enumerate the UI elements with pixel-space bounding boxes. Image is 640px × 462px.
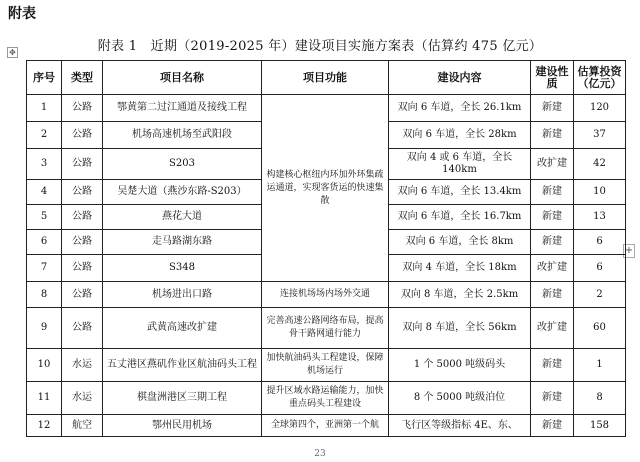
cell-name: 机场进出口路	[103, 282, 262, 308]
table-row	[27, 95, 626, 122]
header-row	[27, 61, 626, 95]
cell-type: 公路	[62, 282, 103, 308]
cell-name: 吴楚大道（燕沙东路-S203）	[103, 180, 262, 205]
cell-nature: 新建	[531, 382, 574, 415]
cell-type: 水运	[62, 382, 103, 415]
cell-nature: 改扩建	[531, 308, 574, 349]
cell-seq: 3	[27, 149, 62, 180]
cell-name: 鄂黄第二过江通道及接线工程	[103, 95, 262, 122]
cell-name: 五丈港区燕矶作业区航油码头工程	[103, 349, 262, 382]
cell-content: 双向 6 车道，全长 16.7km	[389, 205, 531, 230]
cell-content: 双向 6 车道，全长 13.4km	[389, 180, 531, 205]
cell-investment: 2	[574, 282, 626, 308]
cell-name: 棋盘洲港区三期工程	[103, 382, 262, 415]
cell-seq: 5	[27, 205, 62, 230]
cell-content: 8 个 5000 吨级泊位	[389, 382, 531, 415]
cell-nature: 新建	[531, 95, 574, 122]
cell-function: 全球第四个，亚洲第一个航	[262, 415, 389, 437]
cell-nature: 新建	[531, 205, 574, 230]
cell-content: 双向 6 车道，全长 26.1km	[389, 95, 531, 122]
cell-investment: 10	[574, 180, 626, 205]
cell-type: 公路	[62, 205, 103, 230]
cell-nature: 新建	[531, 180, 574, 205]
cell-seq: 6	[27, 230, 62, 255]
cell-name: S203	[103, 149, 262, 180]
projects-table	[26, 60, 626, 437]
cell-function: 提升区域水路运输能力，加快重点码头工程建设	[262, 382, 389, 415]
cell-function: 完善高速公路网络布局，提高骨干路网通行能力	[262, 308, 389, 349]
cell-seq: 1	[27, 95, 62, 122]
cell-seq: 9	[27, 308, 62, 349]
cell-seq: 8	[27, 282, 62, 308]
cell-nature: 新建	[531, 122, 574, 149]
cell-nature: 新建	[531, 282, 574, 308]
cell-investment: 37	[574, 122, 626, 149]
cell-nature: 改扩建	[531, 149, 574, 180]
cell-seq: 4	[27, 180, 62, 205]
cell-investment: 120	[574, 95, 626, 122]
appendix-heading: 附表	[8, 6, 36, 22]
cell-function: 连接机场场内场外交通	[262, 282, 389, 308]
cell-investment: 13	[574, 205, 626, 230]
cell-function: 加快航油码头工程建设，保障机场运行	[262, 349, 389, 382]
cell-type: 公路	[62, 122, 103, 149]
cell-type: 公路	[62, 308, 103, 349]
header-function: 项目功能	[262, 61, 389, 95]
page-number: 23	[314, 449, 326, 459]
cell-name: 燕花大道	[103, 205, 262, 230]
cell-type: 公路	[62, 95, 103, 122]
table-row	[27, 349, 626, 382]
table-row	[27, 308, 626, 349]
cell-type: 公路	[62, 255, 103, 282]
cell-content: 双向 6 车道，全长 8km	[389, 230, 531, 255]
table-row	[27, 382, 626, 415]
cell-content: 1 个 5000 吨级码头	[389, 349, 531, 382]
cell-type: 公路	[62, 149, 103, 180]
cell-type: 公路	[62, 180, 103, 205]
cell-nature: 新建	[531, 415, 574, 437]
header-type: 类型	[62, 61, 103, 95]
table-row	[27, 282, 626, 308]
cell-seq: 7	[27, 255, 62, 282]
header-investment: 估算投资（亿元）	[574, 61, 626, 95]
add-row-icon[interactable]: +	[624, 245, 634, 256]
cell-group-function: 构建核心枢纽内环加外环集疏运通道，实现客货运的快速集散	[262, 95, 389, 282]
cell-name: 机场高速机场至武阳段	[103, 122, 262, 149]
cell-seq: 12	[27, 415, 62, 437]
table-row	[27, 415, 626, 437]
cell-seq: 2	[27, 122, 62, 149]
cell-type: 航空	[62, 415, 103, 437]
cell-seq: 10	[27, 349, 62, 382]
header-content: 建设内容	[389, 61, 531, 95]
cell-content: 双向 4 或 6 车道，全长 140km	[389, 149, 531, 180]
cell-nature: 改扩建	[531, 255, 574, 282]
header-nature: 建设性质	[531, 61, 574, 95]
cell-name: 走马路湖东路	[103, 230, 262, 255]
move-handle-icon[interactable]: ✥	[7, 47, 18, 58]
cell-nature: 新建	[531, 230, 574, 255]
table-caption: 附表 1 近期（2019-2025 年）建设项目实施方案表（估算约 475 亿元）	[97, 39, 543, 54]
cell-investment: 42	[574, 149, 626, 180]
cell-investment: 60	[574, 308, 626, 349]
cell-investment: 6	[574, 255, 626, 282]
cell-content: 飞行区等级指标 4E、东、	[389, 415, 531, 437]
cell-investment: 1	[574, 349, 626, 382]
cell-type: 水运	[62, 349, 103, 382]
cell-investment: 6	[574, 230, 626, 255]
cell-content: 双向 4 车道，全长 18km	[389, 255, 531, 282]
cell-type: 公路	[62, 230, 103, 255]
cell-name: S348	[103, 255, 262, 282]
cell-content: 双向 8 车道，全长 2.5km	[389, 282, 531, 308]
cell-investment: 8	[574, 382, 626, 415]
header-name: 项目名称	[103, 61, 262, 95]
cell-name: 武黄高速改扩建	[103, 308, 262, 349]
cell-content: 双向 6 车道，全长 28km	[389, 122, 531, 149]
cell-content: 双向 8 车道，全长 56km	[389, 308, 531, 349]
cell-investment: 158	[574, 415, 626, 437]
cell-name: 鄂州民用机场	[103, 415, 262, 437]
cell-seq: 11	[27, 382, 62, 415]
cell-nature: 新建	[531, 349, 574, 382]
header-seq: 序号	[27, 61, 62, 95]
